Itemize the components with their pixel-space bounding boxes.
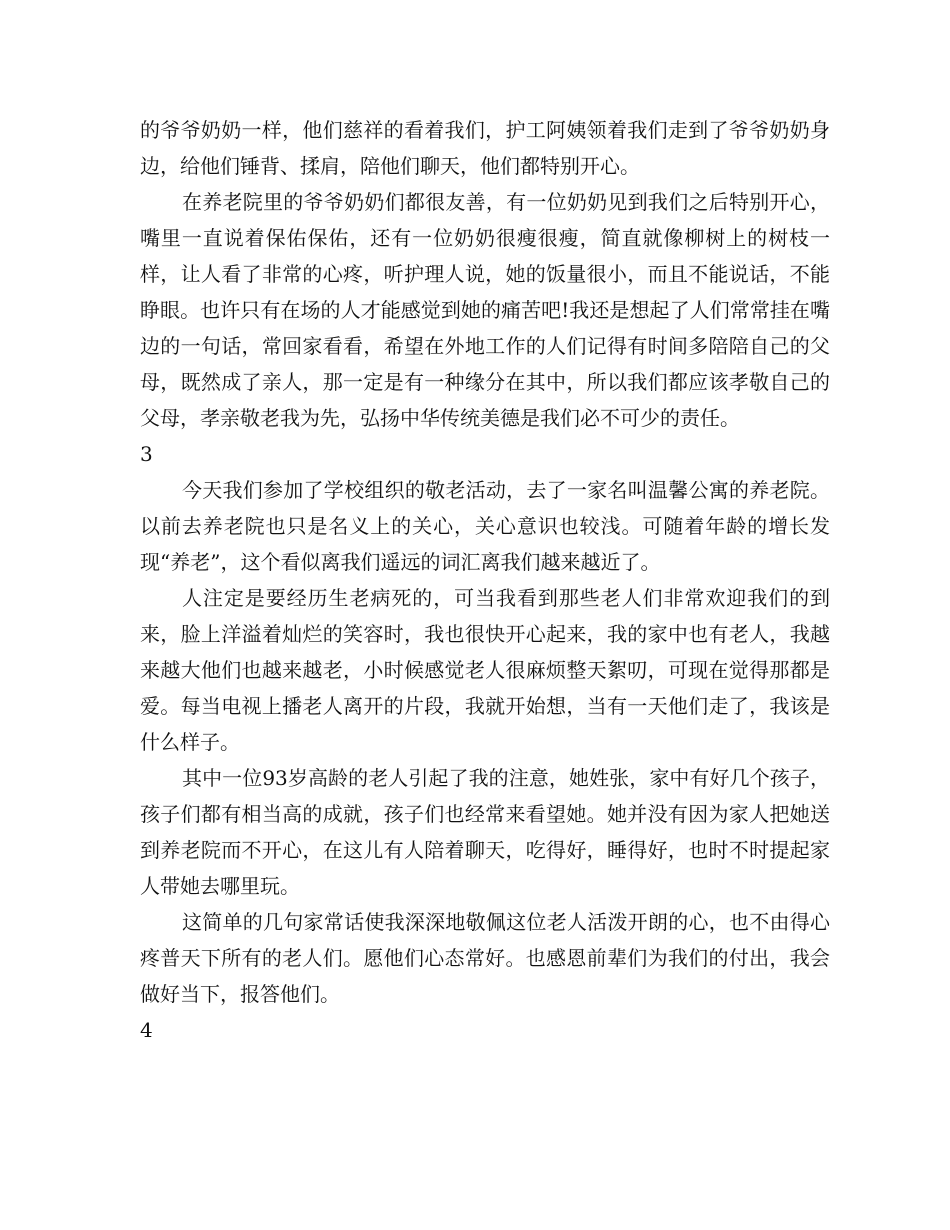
paragraph-life-reflection: 人注定是要经历生老病死的，可当我看到那些老人们非常欢迎我们的到来，脸上洋溢着灿烂的笑容时，我也很快开心起来，我的家中也有老人，我越来越大他们也越来越老，小时候感觉老人很麻烦整天絮叨，可现在觉得那都是爱。每当电视上播老人离开的片段，我就开始想，当有一天他们走了，我该是什么样子。 xyxy=(140,586,830,754)
paragraph-conclusion: 这简单的几句家常话使我深深地敬佩这位老人活泼开朗的心，也不由得心疼普天下所有的老人们。愿他们心态常好。也感恩前辈们为我们的付出，我会做好当下，报答他们。 xyxy=(140,910,830,1006)
paragraph-visit-intro: 今天我们参加了学校组织的敬老活动，去了一家名叫温馨公寓的养老院。以前去养老院也只是名义上的关心，关心意识也较浅。可随着年龄的增长发现“养老”，这个看似离我们遥远的词汇离我们越来越近了。 xyxy=(140,478,830,574)
paragraph-elderly-woman: 其中一位93岁高龄的老人引起了我的注意，她姓张，家中有好几个孩子，孩子们都有相当高的成就，孩子们也经常来看望她。她并没有因为家人把她送到养老院而不开心，在这儿有人陪着聊天，吃得好，睡得好，也时不时提起家人带她去哪里玩。 xyxy=(140,766,830,898)
section-number-4: 4 xyxy=(140,1018,153,1042)
paragraph-continued: 的爷爷奶奶一样，他们慈祥的看着我们，护工阿姨领着我们走到了爷爷奶奶身边，给他们锤背、揉肩，陪他们聊天，他们都特别开心。 xyxy=(140,118,830,178)
document-body xyxy=(140,112,830,1048)
section-number-3: 3 xyxy=(140,442,153,466)
paragraph-nursing-home-grandmothers: 在养老院里的爷爷奶奶们都很友善，有一位奶奶见到我们之后特别开心，嘴里一直说着保佑保佑，还有一位奶奶很瘦很瘦，简直就像柳树上的树枝一样，让人看了非常的心疼，听护理人说，她的饭量很小，而且不能说话，不能睁眼。也许只有在场的人才能感觉到她的痛苦吧!我还是想起了人们常常挂在嘴边的一句话，常回家看看，希望在外地工作的人们记得有时间多陪陪自己的父母，既然成了亲人，那一定是有一种缘分在其中，所以我们都应该孝敬自己的父母，孝亲敬老我为先，弘扬中华传统美德是我们必不可少的责任。 xyxy=(140,190,830,430)
